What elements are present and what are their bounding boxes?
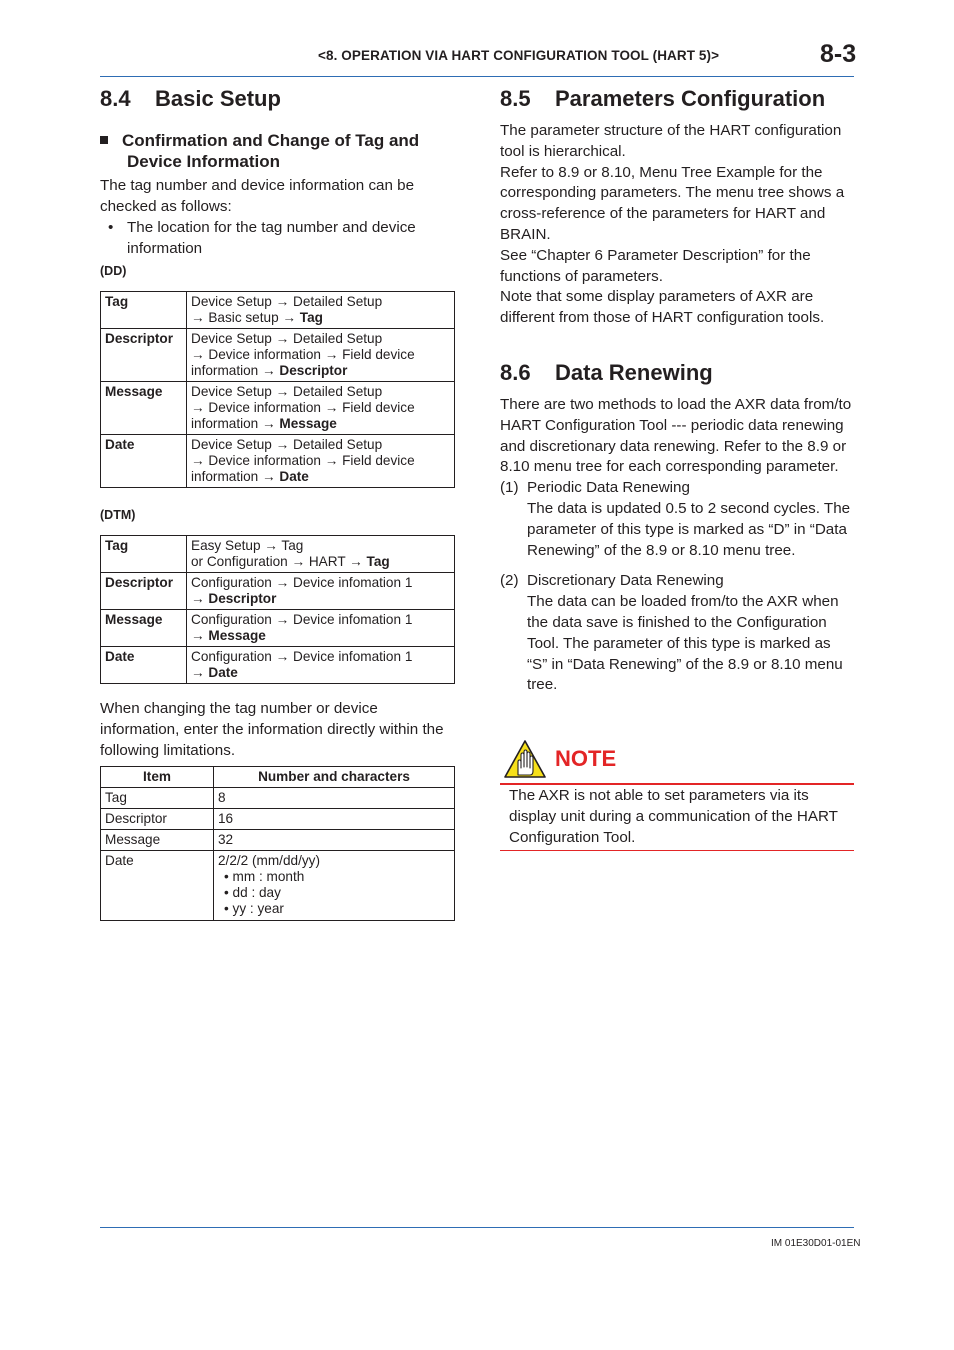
section-number: 8.4: [100, 86, 131, 111]
table-row: Tag Easy Setup → Tag or Configuration → HART → Tag: [101, 536, 455, 573]
note-top-rule: [500, 783, 854, 785]
table-row: Date 2/2/2 (mm/dd/yy) • mm : month • dd : day • yy : year: [101, 851, 455, 921]
table-row: Date Configuration → Device infomation 1 → Date: [101, 647, 455, 684]
document-id: IM 01E30D01-01EN: [771, 1238, 861, 1249]
section-title: Parameters Configuration: [555, 86, 826, 111]
list-item: (1) Periodic Data Renewing The data is updated 0.5 to 2 second cycles. The parameter of this type is marked as “D” in “Data Renewing” of the 8.9 or 8.10 menu tree.: [500, 479, 851, 559]
dtm-label: (DTM): [100, 508, 136, 522]
note-bottom-rule: [500, 850, 854, 851]
bullet-item: • The location for the tag number and device information: [100, 218, 440, 260]
subheading: Confirmation and Change of Tag and Device Information: [100, 130, 419, 172]
table-row: Date Device Setup → Detailed Setup → Device information → Field device information → Date: [101, 435, 455, 488]
table-row: Message Device Setup → Detailed Setup → Device information → Field device information → Message: [101, 382, 455, 435]
paragraph: Refer to 8.9 or 8.10, Menu Tree Example for the corresponding parameters. The menu tree shows a cross-reference of the parameters for HART and BRAIN.: [500, 163, 845, 243]
table-row: Descriptor Configuration → Device infomation 1 → Descriptor: [101, 573, 455, 610]
section-title: Basic Setup: [155, 86, 281, 111]
table-row: Tag Device Setup → Detailed Setup → Basic setup → Tag: [101, 292, 455, 329]
hand-caution-icon: [504, 740, 546, 778]
section-title: Data Renewing: [555, 360, 713, 385]
section-8-6-body: [500, 395, 854, 696]
dd-table: [100, 291, 455, 488]
table-header-row: [101, 767, 455, 788]
dtm-table: [100, 535, 455, 684]
section-8-6-heading: [500, 360, 713, 386]
section-8-5-heading: [500, 86, 825, 112]
paragraph: The parameter structure of the HART configuration tool is hierarchical.: [500, 122, 842, 160]
paragraph: See “Chapter 6 Parameter Description” for the functions of parameters.: [500, 246, 811, 285]
section-number: 8.5: [500, 86, 531, 111]
bullet-list: [100, 218, 440, 260]
column-header: Item: [101, 767, 214, 788]
table-row: Descriptor Device Setup → Detailed Setup → Device information → Field device information → Descriptor: [101, 329, 455, 382]
note-text: The AXR is not able to set parameters via its display unit during a communication of the HART Configuration Tool.: [509, 787, 838, 846]
section-number: 8.6: [500, 360, 531, 385]
intro-paragraph: The tag number and device information can be checked as follows:: [100, 177, 415, 215]
table-row: Tag 8: [101, 788, 455, 809]
footer-rule: [100, 1227, 854, 1228]
page-number: 8-3: [820, 40, 857, 68]
column-header: Number and characters: [214, 767, 455, 788]
paragraph: There are two methods to load the AXR data from/to HART Configuration Tool --- periodic data renewing and discretionary data renewing. Refer to the 8.9 or 8.10 menu tree for each corresponding parameter.: [500, 396, 852, 476]
change-paragraph: When changing the tag number or device information, enter the information directly within the following limitations.: [100, 700, 444, 759]
dd-label: (DD): [100, 264, 127, 278]
running-header: <8. OPERATION VIA HART CONFIGURATION TOOL (HART 5)>: [318, 48, 720, 63]
section-8-5-body: [500, 121, 854, 329]
header-rule: [100, 76, 854, 77]
list-item: (2) Discretionary Data Renewing The data can be loaded from/to the AXR when the data save is finished to the Configuration Tool. The parameter of this type is marked as “S” in “Data Renewing” of the 8.9 or 8.10 menu tree.: [500, 572, 843, 694]
limits-table: [100, 766, 455, 921]
section-8-4-heading: [100, 86, 281, 112]
paragraph: Note that some display parameters of AXR are different from those of HART configuration tools.: [500, 288, 825, 327]
table-row: Message 32: [101, 830, 455, 851]
table-row: Descriptor 16: [101, 809, 455, 830]
note-heading: NOTE: [555, 746, 617, 771]
square-bullet-icon: [100, 136, 108, 144]
table-row: Message Configuration → Device infomation 1 → Message: [101, 610, 455, 647]
